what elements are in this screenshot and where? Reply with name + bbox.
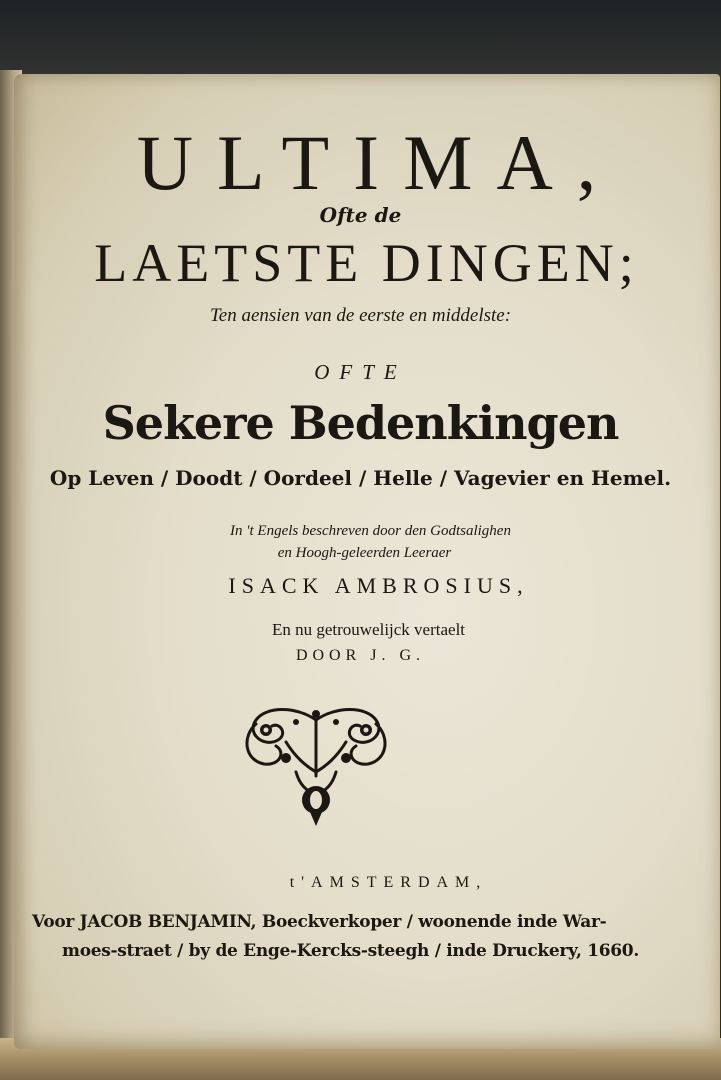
- imprint-line-1: Voor JACOB BENJAMIN, Boeckverkoper / woonende inde War-: [32, 912, 607, 932]
- subtitle-note: Ten aensien van de eerste en middelste:: [209, 305, 512, 326]
- imprint-place: t'AMSTERDAM,: [289, 874, 488, 891]
- translator-line: DOOR J. G.: [295, 647, 426, 664]
- subtitle-connector: Ofte de: [319, 203, 402, 227]
- ofte-label: OFTE: [314, 360, 407, 384]
- book-subtitle: LAETSTE DINGEN;: [94, 233, 639, 293]
- topics-line: Op Leven / Doodt / Oordeel / Helle / Vagevier en Hemel.: [49, 466, 672, 490]
- fleuron-ornament-icon: [236, 702, 396, 827]
- credit-line-2: en Hoogh-geleerden Leeraer: [277, 545, 452, 561]
- credit-line-1: In 't Engels beschreven door den Godtsalighen: [230, 523, 511, 539]
- imprint-line-2: moes-straet / by de Enge-Kercks-steegh / inde Druckery, 1660.: [62, 941, 639, 961]
- translation-line: En nu getrouwelijck vertaelt: [271, 620, 466, 639]
- book-title: ULTIMA,: [136, 119, 621, 206]
- author-name: ISACK AMBROSIUS,: [228, 573, 529, 598]
- main-heading: Sekere Bedenkingen: [102, 396, 619, 450]
